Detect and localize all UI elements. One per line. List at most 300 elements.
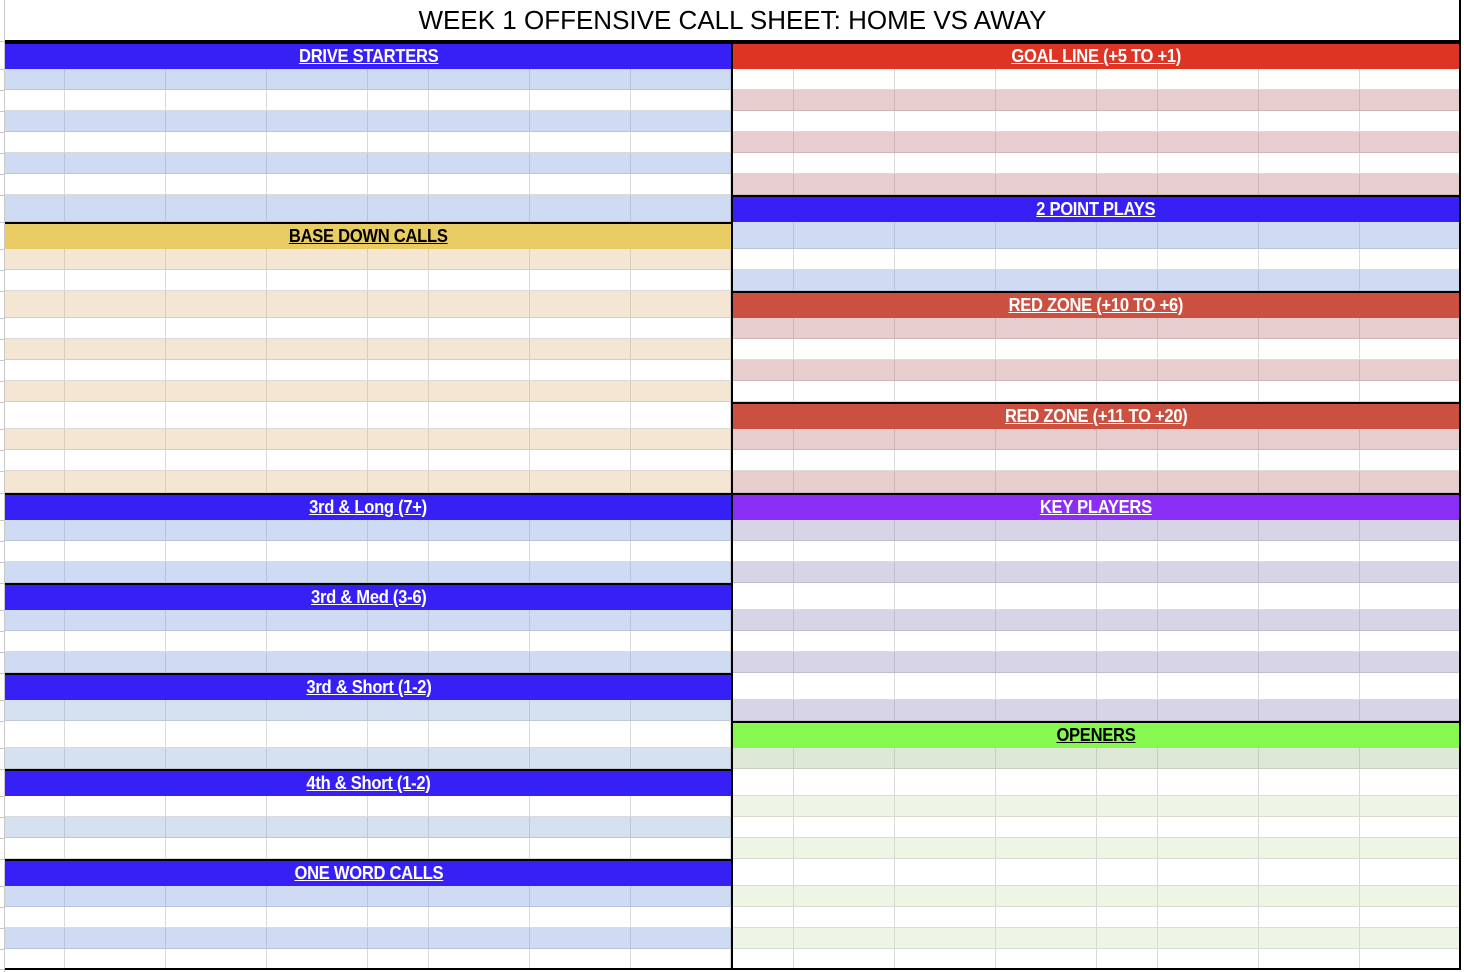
grid-cell[interactable] bbox=[1259, 769, 1360, 795]
grid-cell[interactable] bbox=[429, 562, 530, 582]
grid-cell[interactable] bbox=[1097, 270, 1158, 290]
grid-cell[interactable] bbox=[429, 928, 530, 948]
section-header-third-short[interactable] bbox=[5, 673, 732, 700]
grid-cell[interactable] bbox=[5, 520, 65, 540]
grid-cell[interactable] bbox=[5, 700, 65, 720]
grid-cell[interactable] bbox=[429, 318, 530, 338]
grid-cell[interactable] bbox=[5, 69, 65, 89]
grid-cell[interactable] bbox=[1097, 520, 1158, 540]
grid-cell[interactable] bbox=[368, 748, 429, 768]
grid-cell[interactable] bbox=[65, 907, 166, 927]
grid-cell[interactable] bbox=[368, 520, 429, 540]
grid-cell[interactable] bbox=[996, 652, 1097, 672]
grid-cell[interactable] bbox=[1259, 339, 1360, 359]
grid-cell[interactable] bbox=[368, 886, 429, 906]
grid-cell[interactable] bbox=[267, 907, 368, 927]
grid-cell[interactable] bbox=[1360, 90, 1460, 110]
grid-cell[interactable] bbox=[895, 817, 996, 837]
grid-cell[interactable] bbox=[732, 132, 794, 152]
grid-cell[interactable] bbox=[732, 652, 794, 672]
grid-cell[interactable] bbox=[732, 859, 794, 885]
grid-cell[interactable] bbox=[794, 700, 895, 720]
grid-cell[interactable] bbox=[530, 520, 631, 540]
grid-cell[interactable] bbox=[895, 339, 996, 359]
grid-cell[interactable] bbox=[5, 541, 65, 561]
grid-cell[interactable] bbox=[1158, 838, 1259, 858]
grid-cell[interactable] bbox=[1259, 450, 1360, 470]
grid-cell[interactable] bbox=[631, 721, 731, 747]
grid-cell[interactable] bbox=[1158, 471, 1259, 492]
grid-cell[interactable] bbox=[1158, 631, 1259, 651]
grid-cell[interactable] bbox=[65, 838, 166, 858]
grid-cell[interactable] bbox=[530, 838, 631, 858]
grid-cell[interactable] bbox=[996, 928, 1097, 948]
grid-cell[interactable] bbox=[530, 174, 631, 194]
grid-cell[interactable] bbox=[368, 652, 429, 672]
grid-cell[interactable] bbox=[530, 69, 631, 89]
grid-cell[interactable] bbox=[65, 562, 166, 582]
grid-cell[interactable] bbox=[1097, 886, 1158, 906]
grid-cell[interactable] bbox=[895, 796, 996, 816]
grid-cell[interactable] bbox=[368, 796, 429, 816]
grid-cell[interactable] bbox=[631, 610, 731, 630]
section-header-openers[interactable] bbox=[732, 721, 1460, 748]
grid-cell[interactable] bbox=[794, 471, 895, 492]
grid-cell[interactable] bbox=[5, 132, 65, 152]
grid-cell[interactable] bbox=[1097, 562, 1158, 582]
grid-cell[interactable] bbox=[1097, 817, 1158, 837]
grid-cell[interactable] bbox=[1360, 520, 1460, 540]
grid-cell[interactable] bbox=[631, 69, 731, 89]
grid-cell[interactable] bbox=[732, 90, 794, 110]
grid-cell[interactable] bbox=[895, 381, 996, 401]
grid-cell[interactable] bbox=[1259, 153, 1360, 173]
grid-cell[interactable] bbox=[5, 318, 65, 338]
grid-cell[interactable] bbox=[631, 748, 731, 768]
grid-cell[interactable] bbox=[530, 132, 631, 152]
grid-cell[interactable] bbox=[5, 381, 65, 401]
grid-cell[interactable] bbox=[368, 631, 429, 651]
grid-cell[interactable] bbox=[267, 796, 368, 816]
grid-cell[interactable] bbox=[732, 838, 794, 858]
grid-cell[interactable] bbox=[794, 907, 895, 927]
grid-cell[interactable] bbox=[895, 610, 996, 630]
grid-cell[interactable] bbox=[368, 907, 429, 927]
grid-cell[interactable] bbox=[1259, 318, 1360, 338]
grid-cell[interactable] bbox=[895, 132, 996, 152]
grid-cell[interactable] bbox=[895, 838, 996, 858]
grid-cell[interactable] bbox=[1360, 222, 1460, 248]
grid-cell[interactable] bbox=[996, 69, 1097, 89]
grid-cell[interactable] bbox=[166, 174, 267, 194]
grid-cell[interactable] bbox=[267, 817, 368, 837]
grid-cell[interactable] bbox=[267, 949, 368, 968]
grid-cell[interactable] bbox=[1360, 859, 1460, 885]
grid-cell[interactable] bbox=[1097, 111, 1158, 131]
grid-cell[interactable] bbox=[1259, 859, 1360, 885]
grid-cell[interactable] bbox=[65, 90, 166, 110]
grid-cell[interactable] bbox=[794, 153, 895, 173]
grid-cell[interactable] bbox=[1360, 111, 1460, 131]
grid-cell[interactable] bbox=[732, 769, 794, 795]
grid-cell[interactable] bbox=[1097, 928, 1158, 948]
grid-cell[interactable] bbox=[1097, 838, 1158, 858]
grid-cell[interactable] bbox=[996, 111, 1097, 131]
grid-cell[interactable] bbox=[166, 562, 267, 582]
grid-cell[interactable] bbox=[5, 291, 65, 317]
grid-cell[interactable] bbox=[794, 111, 895, 131]
grid-cell[interactable] bbox=[368, 90, 429, 110]
grid-cell[interactable] bbox=[429, 90, 530, 110]
grid-cell[interactable] bbox=[732, 520, 794, 540]
section-header-third-long[interactable] bbox=[5, 493, 732, 520]
grid-cell[interactable] bbox=[5, 153, 65, 173]
grid-cell[interactable] bbox=[631, 949, 731, 968]
grid-cell[interactable] bbox=[996, 859, 1097, 885]
section-header-drive-starters[interactable] bbox=[5, 42, 732, 69]
grid-cell[interactable] bbox=[1097, 796, 1158, 816]
grid-cell[interactable] bbox=[166, 69, 267, 89]
grid-cell[interactable] bbox=[1360, 838, 1460, 858]
grid-cell[interactable] bbox=[530, 652, 631, 672]
grid-cell[interactable] bbox=[267, 838, 368, 858]
grid-cell[interactable] bbox=[631, 796, 731, 816]
grid-cell[interactable] bbox=[631, 886, 731, 906]
grid-cell[interactable] bbox=[429, 249, 530, 269]
grid-cell[interactable] bbox=[368, 249, 429, 269]
grid-cell[interactable] bbox=[1259, 817, 1360, 837]
grid-cell[interactable] bbox=[794, 132, 895, 152]
grid-cell[interactable] bbox=[65, 450, 166, 470]
grid-cell[interactable] bbox=[1158, 69, 1259, 89]
grid-cell[interactable] bbox=[732, 748, 794, 768]
grid-cell[interactable] bbox=[895, 270, 996, 290]
grid-cell[interactable] bbox=[996, 520, 1097, 540]
grid-cell[interactable] bbox=[530, 721, 631, 747]
grid-cell[interactable] bbox=[1158, 928, 1259, 948]
grid-cell[interactable] bbox=[65, 339, 166, 359]
grid-cell[interactable] bbox=[996, 339, 1097, 359]
grid-cell[interactable] bbox=[368, 610, 429, 630]
grid-cell[interactable] bbox=[166, 700, 267, 720]
grid-cell[interactable] bbox=[166, 291, 267, 317]
grid-cell[interactable] bbox=[166, 360, 267, 380]
grid-cell[interactable] bbox=[368, 318, 429, 338]
grid-cell[interactable] bbox=[895, 69, 996, 89]
grid-cell[interactable] bbox=[267, 318, 368, 338]
grid-cell[interactable] bbox=[1097, 748, 1158, 768]
grid-cell[interactable] bbox=[1097, 652, 1158, 672]
grid-cell[interactable] bbox=[166, 90, 267, 110]
grid-cell[interactable] bbox=[429, 69, 530, 89]
grid-cell[interactable] bbox=[1097, 631, 1158, 651]
grid-cell[interactable] bbox=[5, 249, 65, 269]
grid-cell[interactable] bbox=[732, 583, 794, 609]
grid-cell[interactable] bbox=[1360, 610, 1460, 630]
grid-cell[interactable] bbox=[794, 249, 895, 269]
grid-cell[interactable] bbox=[1259, 631, 1360, 651]
grid-cell[interactable] bbox=[429, 652, 530, 672]
grid-cell[interactable] bbox=[1360, 700, 1460, 720]
grid-cell[interactable] bbox=[1259, 748, 1360, 768]
grid-cell[interactable] bbox=[429, 748, 530, 768]
grid-cell[interactable] bbox=[166, 541, 267, 561]
grid-cell[interactable] bbox=[895, 249, 996, 269]
grid-cell[interactable] bbox=[1158, 360, 1259, 380]
grid-cell[interactable] bbox=[429, 471, 530, 492]
grid-cell[interactable] bbox=[5, 610, 65, 630]
grid-cell[interactable] bbox=[996, 907, 1097, 927]
grid-cell[interactable] bbox=[368, 700, 429, 720]
grid-cell[interactable] bbox=[1097, 249, 1158, 269]
grid-cell[interactable] bbox=[65, 928, 166, 948]
grid-cell[interactable] bbox=[1158, 796, 1259, 816]
grid-cell[interactable] bbox=[1158, 270, 1259, 290]
grid-cell[interactable] bbox=[267, 339, 368, 359]
grid-cell[interactable] bbox=[1360, 381, 1460, 401]
grid-cell[interactable] bbox=[996, 949, 1097, 968]
grid-cell[interactable] bbox=[631, 520, 731, 540]
grid-cell[interactable] bbox=[530, 339, 631, 359]
grid-cell[interactable] bbox=[1360, 562, 1460, 582]
grid-cell[interactable] bbox=[1158, 817, 1259, 837]
grid-cell[interactable] bbox=[429, 721, 530, 747]
grid-cell[interactable] bbox=[895, 700, 996, 720]
section-header-goal-line[interactable] bbox=[732, 42, 1460, 69]
grid-cell[interactable] bbox=[166, 721, 267, 747]
grid-cell[interactable] bbox=[368, 69, 429, 89]
grid-cell[interactable] bbox=[794, 562, 895, 582]
grid-cell[interactable] bbox=[1097, 610, 1158, 630]
grid-cell[interactable] bbox=[166, 471, 267, 492]
grid-cell[interactable] bbox=[5, 174, 65, 194]
grid-cell[interactable] bbox=[1259, 132, 1360, 152]
grid-cell[interactable] bbox=[631, 907, 731, 927]
grid-cell[interactable] bbox=[1259, 562, 1360, 582]
grid-cell[interactable] bbox=[895, 673, 996, 699]
grid-cell[interactable] bbox=[1158, 949, 1259, 968]
grid-cell[interactable] bbox=[895, 174, 996, 194]
grid-cell[interactable] bbox=[631, 402, 731, 428]
grid-cell[interactable] bbox=[996, 318, 1097, 338]
grid-cell[interactable] bbox=[5, 339, 65, 359]
grid-cell[interactable] bbox=[732, 928, 794, 948]
grid-cell[interactable] bbox=[368, 471, 429, 492]
grid-cell[interactable] bbox=[1097, 69, 1158, 89]
grid-cell[interactable] bbox=[895, 631, 996, 651]
grid-cell[interactable] bbox=[732, 886, 794, 906]
grid-cell[interactable] bbox=[5, 748, 65, 768]
grid-cell[interactable] bbox=[794, 520, 895, 540]
grid-cell[interactable] bbox=[631, 360, 731, 380]
grid-cell[interactable] bbox=[1097, 673, 1158, 699]
grid-cell[interactable] bbox=[631, 90, 731, 110]
grid-cell[interactable] bbox=[1360, 886, 1460, 906]
grid-cell[interactable] bbox=[732, 249, 794, 269]
grid-cell[interactable] bbox=[5, 907, 65, 927]
grid-cell[interactable] bbox=[732, 222, 794, 248]
grid-cell[interactable] bbox=[368, 381, 429, 401]
grid-cell[interactable] bbox=[65, 949, 166, 968]
grid-cell[interactable] bbox=[895, 769, 996, 795]
grid-cell[interactable] bbox=[996, 381, 1097, 401]
grid-cell[interactable] bbox=[631, 471, 731, 492]
grid-cell[interactable] bbox=[368, 721, 429, 747]
grid-cell[interactable] bbox=[631, 291, 731, 317]
grid-cell[interactable] bbox=[631, 562, 731, 582]
grid-cell[interactable] bbox=[1360, 583, 1460, 609]
grid-cell[interactable] bbox=[5, 562, 65, 582]
grid-cell[interactable] bbox=[65, 132, 166, 152]
grid-cell[interactable] bbox=[794, 652, 895, 672]
grid-cell[interactable] bbox=[166, 195, 267, 221]
grid-cell[interactable] bbox=[794, 339, 895, 359]
grid-cell[interactable] bbox=[429, 610, 530, 630]
grid-cell[interactable] bbox=[1158, 583, 1259, 609]
grid-cell[interactable] bbox=[429, 450, 530, 470]
grid-cell[interactable] bbox=[895, 360, 996, 380]
grid-cell[interactable] bbox=[895, 748, 996, 768]
grid-cell[interactable] bbox=[794, 796, 895, 816]
grid-cell[interactable] bbox=[1158, 318, 1259, 338]
grid-cell[interactable] bbox=[1097, 339, 1158, 359]
grid-cell[interactable] bbox=[996, 610, 1097, 630]
grid-cell[interactable] bbox=[65, 817, 166, 837]
grid-cell[interactable] bbox=[794, 631, 895, 651]
grid-cell[interactable] bbox=[65, 69, 166, 89]
grid-cell[interactable] bbox=[794, 583, 895, 609]
grid-cell[interactable] bbox=[166, 429, 267, 449]
grid-cell[interactable] bbox=[166, 450, 267, 470]
grid-cell[interactable] bbox=[1259, 520, 1360, 540]
grid-cell[interactable] bbox=[631, 652, 731, 672]
grid-cell[interactable] bbox=[895, 520, 996, 540]
grid-cell[interactable] bbox=[794, 817, 895, 837]
grid-cell[interactable] bbox=[1158, 886, 1259, 906]
grid-cell[interactable] bbox=[1360, 928, 1460, 948]
grid-cell[interactable] bbox=[631, 339, 731, 359]
grid-cell[interactable] bbox=[5, 195, 65, 221]
grid-cell[interactable] bbox=[996, 174, 1097, 194]
grid-cell[interactable] bbox=[166, 631, 267, 651]
grid-cell[interactable] bbox=[1360, 471, 1460, 492]
grid-cell[interactable] bbox=[732, 69, 794, 89]
section-header-key-players[interactable] bbox=[732, 493, 1460, 520]
grid-cell[interactable] bbox=[429, 796, 530, 816]
grid-cell[interactable] bbox=[794, 673, 895, 699]
grid-cell[interactable] bbox=[429, 174, 530, 194]
grid-cell[interactable] bbox=[1158, 90, 1259, 110]
grid-cell[interactable] bbox=[1158, 859, 1259, 885]
grid-cell[interactable] bbox=[267, 90, 368, 110]
grid-cell[interactable] bbox=[368, 450, 429, 470]
grid-cell[interactable] bbox=[1259, 796, 1360, 816]
grid-cell[interactable] bbox=[1259, 886, 1360, 906]
grid-cell[interactable] bbox=[530, 748, 631, 768]
grid-cell[interactable] bbox=[895, 886, 996, 906]
grid-cell[interactable] bbox=[1360, 949, 1460, 968]
grid-cell[interactable] bbox=[1360, 769, 1460, 795]
grid-cell[interactable] bbox=[895, 928, 996, 948]
grid-cell[interactable] bbox=[267, 748, 368, 768]
grid-cell[interactable] bbox=[996, 450, 1097, 470]
grid-cell[interactable] bbox=[5, 949, 65, 968]
grid-cell[interactable] bbox=[267, 195, 368, 221]
grid-cell[interactable] bbox=[267, 886, 368, 906]
grid-cell[interactable] bbox=[1360, 153, 1460, 173]
grid-cell[interactable] bbox=[631, 318, 731, 338]
grid-cell[interactable] bbox=[368, 153, 429, 173]
grid-cell[interactable] bbox=[530, 949, 631, 968]
grid-cell[interactable] bbox=[732, 817, 794, 837]
grid-cell[interactable] bbox=[794, 270, 895, 290]
grid-cell[interactable] bbox=[5, 450, 65, 470]
grid-cell[interactable] bbox=[530, 90, 631, 110]
grid-cell[interactable] bbox=[429, 291, 530, 317]
grid-cell[interactable] bbox=[1259, 174, 1360, 194]
grid-cell[interactable] bbox=[1259, 270, 1360, 290]
grid-cell[interactable] bbox=[1259, 90, 1360, 110]
grid-cell[interactable] bbox=[1097, 700, 1158, 720]
grid-cell[interactable] bbox=[368, 562, 429, 582]
grid-cell[interactable] bbox=[1158, 520, 1259, 540]
grid-cell[interactable] bbox=[368, 838, 429, 858]
grid-cell[interactable] bbox=[732, 339, 794, 359]
grid-cell[interactable] bbox=[166, 153, 267, 173]
grid-cell[interactable] bbox=[166, 838, 267, 858]
grid-cell[interactable] bbox=[1259, 838, 1360, 858]
grid-cell[interactable] bbox=[65, 886, 166, 906]
grid-cell[interactable] bbox=[368, 402, 429, 428]
grid-cell[interactable] bbox=[895, 90, 996, 110]
grid-cell[interactable] bbox=[794, 949, 895, 968]
grid-cell[interactable] bbox=[1259, 360, 1360, 380]
grid-cell[interactable] bbox=[794, 318, 895, 338]
grid-cell[interactable] bbox=[631, 174, 731, 194]
grid-cell[interactable] bbox=[1360, 360, 1460, 380]
grid-cell[interactable] bbox=[530, 111, 631, 131]
grid-cell[interactable] bbox=[530, 402, 631, 428]
grid-cell[interactable] bbox=[1158, 673, 1259, 699]
grid-cell[interactable] bbox=[732, 949, 794, 968]
grid-cell[interactable] bbox=[166, 132, 267, 152]
grid-cell[interactable] bbox=[530, 249, 631, 269]
grid-cell[interactable] bbox=[794, 174, 895, 194]
grid-cell[interactable] bbox=[996, 249, 1097, 269]
grid-cell[interactable] bbox=[166, 520, 267, 540]
grid-cell[interactable] bbox=[1360, 249, 1460, 269]
grid-cell[interactable] bbox=[1360, 132, 1460, 152]
grid-cell[interactable] bbox=[1158, 562, 1259, 582]
grid-cell[interactable] bbox=[1097, 153, 1158, 173]
grid-cell[interactable] bbox=[65, 360, 166, 380]
grid-cell[interactable] bbox=[996, 360, 1097, 380]
grid-cell[interactable] bbox=[1360, 673, 1460, 699]
grid-cell[interactable] bbox=[631, 195, 731, 221]
grid-cell[interactable] bbox=[267, 111, 368, 131]
grid-cell[interactable] bbox=[65, 748, 166, 768]
grid-cell[interactable] bbox=[65, 610, 166, 630]
grid-cell[interactable] bbox=[1158, 174, 1259, 194]
grid-cell[interactable] bbox=[631, 132, 731, 152]
grid-cell[interactable] bbox=[368, 429, 429, 449]
grid-cell[interactable] bbox=[1158, 381, 1259, 401]
grid-cell[interactable] bbox=[166, 796, 267, 816]
grid-cell[interactable] bbox=[429, 886, 530, 906]
grid-cell[interactable] bbox=[895, 859, 996, 885]
grid-cell[interactable] bbox=[1097, 429, 1158, 449]
grid-cell[interactable] bbox=[1259, 610, 1360, 630]
